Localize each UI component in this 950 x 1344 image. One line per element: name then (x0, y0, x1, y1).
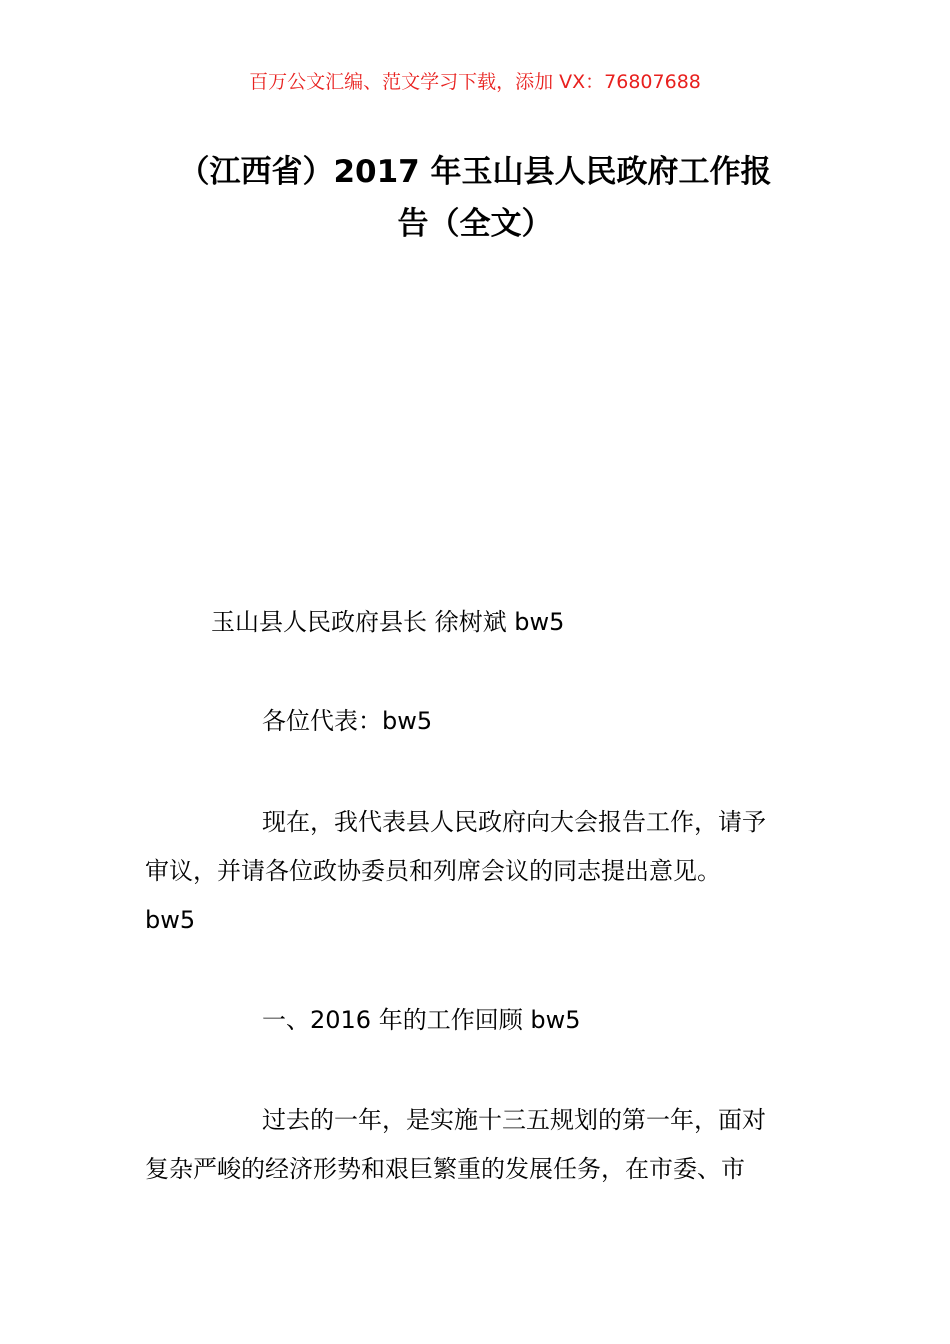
title-line-2: 告（全文） (397, 206, 553, 242)
section-heading: 一、2016 年的工作回顾 bw5 (262, 1006, 581, 1034)
watermark-header: 百万公文汇编、范文学习下载，添加 VX：76807688 (249, 71, 701, 93)
review-line-1: 过去的一年，是实施十三五规划的第一年，面对 (262, 1106, 766, 1134)
intro-line-1: 现在，我代表县人民政府向大会报告工作，请予 (262, 808, 766, 836)
title-line-1: （江西省）2017 年玉山县人民政府工作报 (178, 154, 772, 190)
review-paragraph (145, 1096, 810, 1194)
document-title (140, 146, 810, 250)
intro-paragraph (145, 798, 810, 945)
review-line-2: 复杂严峻的经济形势和艰巨繁重的发展任务，在市委、市 (145, 1155, 745, 1183)
salutation: 各位代表：bw5 (262, 707, 433, 735)
author-line: 玉山县人民政府县长 徐树斌 bw5 (211, 608, 565, 636)
intro-line-2: 审议，并请各位政协委员和列席会议的同志提出意见。 (145, 857, 721, 885)
intro-line-3: bw5 (145, 906, 196, 934)
